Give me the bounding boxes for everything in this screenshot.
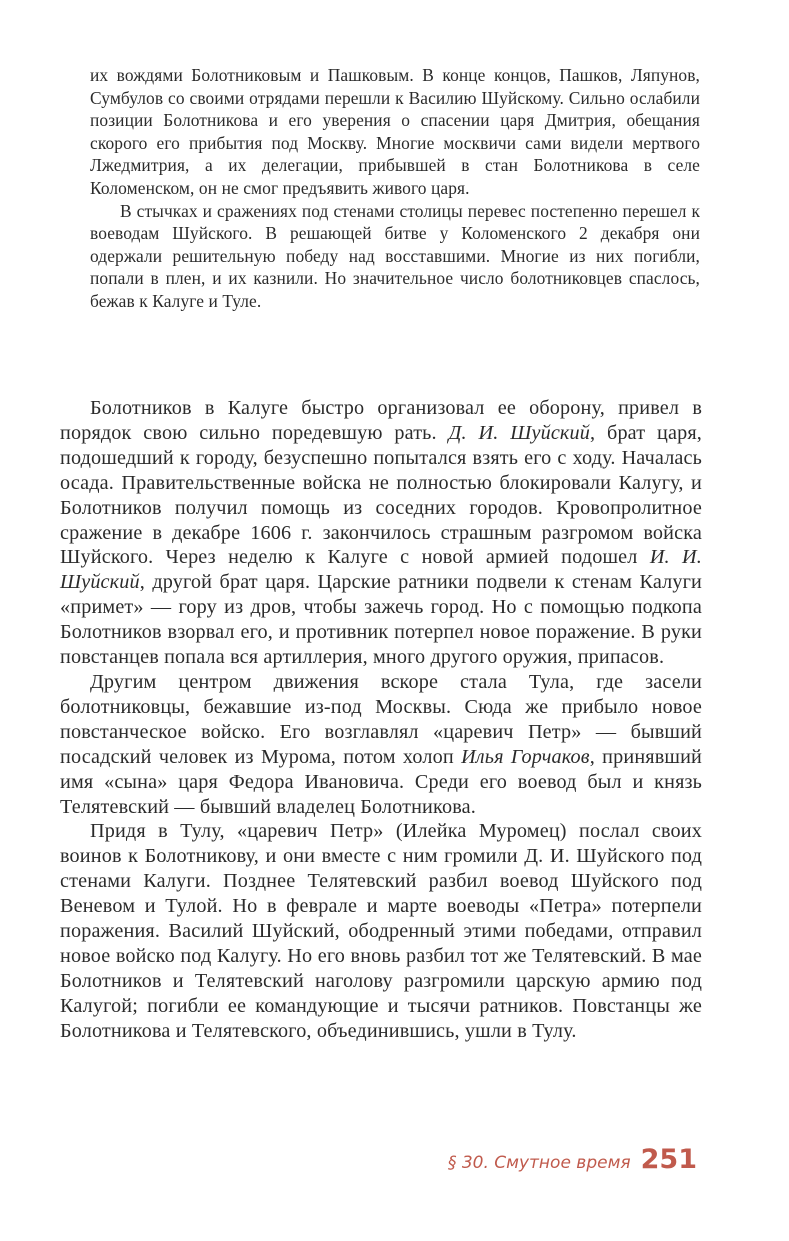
- page-footer: [448, 1144, 697, 1175]
- person-name: Илья Горчаков: [461, 745, 590, 768]
- text-span: , брат царя, подошедший к городу, безуспешно попытался взять его с ходу. Началась осада. Правительственные войска не полностью блокировали Калугу, и Болотников получил помощь из соседних городов. Кровопролитное сражение в декабре 1606 г. закончилось страшным разгромом войска Шуйского. Через неделю к Калуге с новой армией подошел: [60, 421, 702, 569]
- paragraph-tula-center: [60, 670, 702, 819]
- small-paragraph-1: их вождями Болотниковым и Пашковым. В конце концов, Пашков, Ляпунов, Сумбулов со своими отрядами перешли к Василию Шуйскому. Сильно ослабили позиции Болотникова и его уверения о спасении царя Дмитрия, обещания скорого его прибытия под Москву. Многие москвичи сами видели мертвого Лжедмитрия, а их делегации, прибывшей в стан Болотникова в селе Коломенском, он не смог предъявить живого царя.: [90, 65, 700, 198]
- person-name: И. И. Шуйский: [60, 546, 702, 594]
- page-number: 251: [640, 1144, 697, 1175]
- text-span: , другой брат царя. Царские ратники подвели к стенам Калуги «примет» — гору из дров, чтобы зажечь город. Но с помощью подкопа Болотников взорвал его, и противник потерпел новое поражение. В руки повстанцев попала вся артиллерия, много другого оружия, припасов.: [60, 571, 702, 669]
- paragraph-kaluga-defense: [60, 396, 702, 670]
- paragraph-tsarevich-petr: Придя в Тулу, «царевич Петр» (Илейка Муромец) послал своих воинов к Болотникову, и они вместе с ним громили Д. И. Шуйского под стенами Калуги. Позднее Телятевский разбил воевод Шуйского под Веневом и Тулой. Но в феврале и марте воеводы «Петра» потерпели поражения. Василий Шуйский, ободренный этими победами, отправил новое войско под Калугу. Но его вновь разбил тот же Телятевский. В мае Болотников и Телятевский наголову разгромили царскую армию под Калугой; погибли ее командующие и тысячи ратников. Повстанцы же Болотникова и Телятевского, объединившись, ушли в Тулу.: [60, 820, 702, 1042]
- text-span: Другим центром движения вскоре стала Тула, где засели болотниковцы, бежавшие из-под Москвы. Сюда же прибыло новое повстанческое войско. Его возглавлял «царевич Петр» — бывший посадский человек из Мурома, потом холоп: [60, 670, 702, 768]
- section-reference: § 30. Смутное время: [447, 1153, 631, 1173]
- text-span: Болотников в Калуге быстро организовал ее оборону, привел в порядок свою сильно поредевшую рать.: [60, 397, 702, 444]
- person-name: Д. И. Шуйский: [448, 421, 591, 444]
- text-span: , принявший имя «сына» царя Федора Ивановича. Среди его воевод был и князь Телятевский — бывший владелец Болотникова.: [60, 745, 703, 818]
- small-paragraph-2: В стычках и сражениях под стенами столицы перевес постепенно перешел к воеводам Шуйского. В решающей битве у Коломенского 2 декабря они одержали решительную победу над восставшими. Многие из них погибли, попали в плен, и их казнили. Но значительное число болотниковцев спаслось, бежав к Калуге и Туле.: [90, 200, 700, 311]
- main-text: [60, 396, 702, 1044]
- small-print-excerpt: [90, 64, 700, 313]
